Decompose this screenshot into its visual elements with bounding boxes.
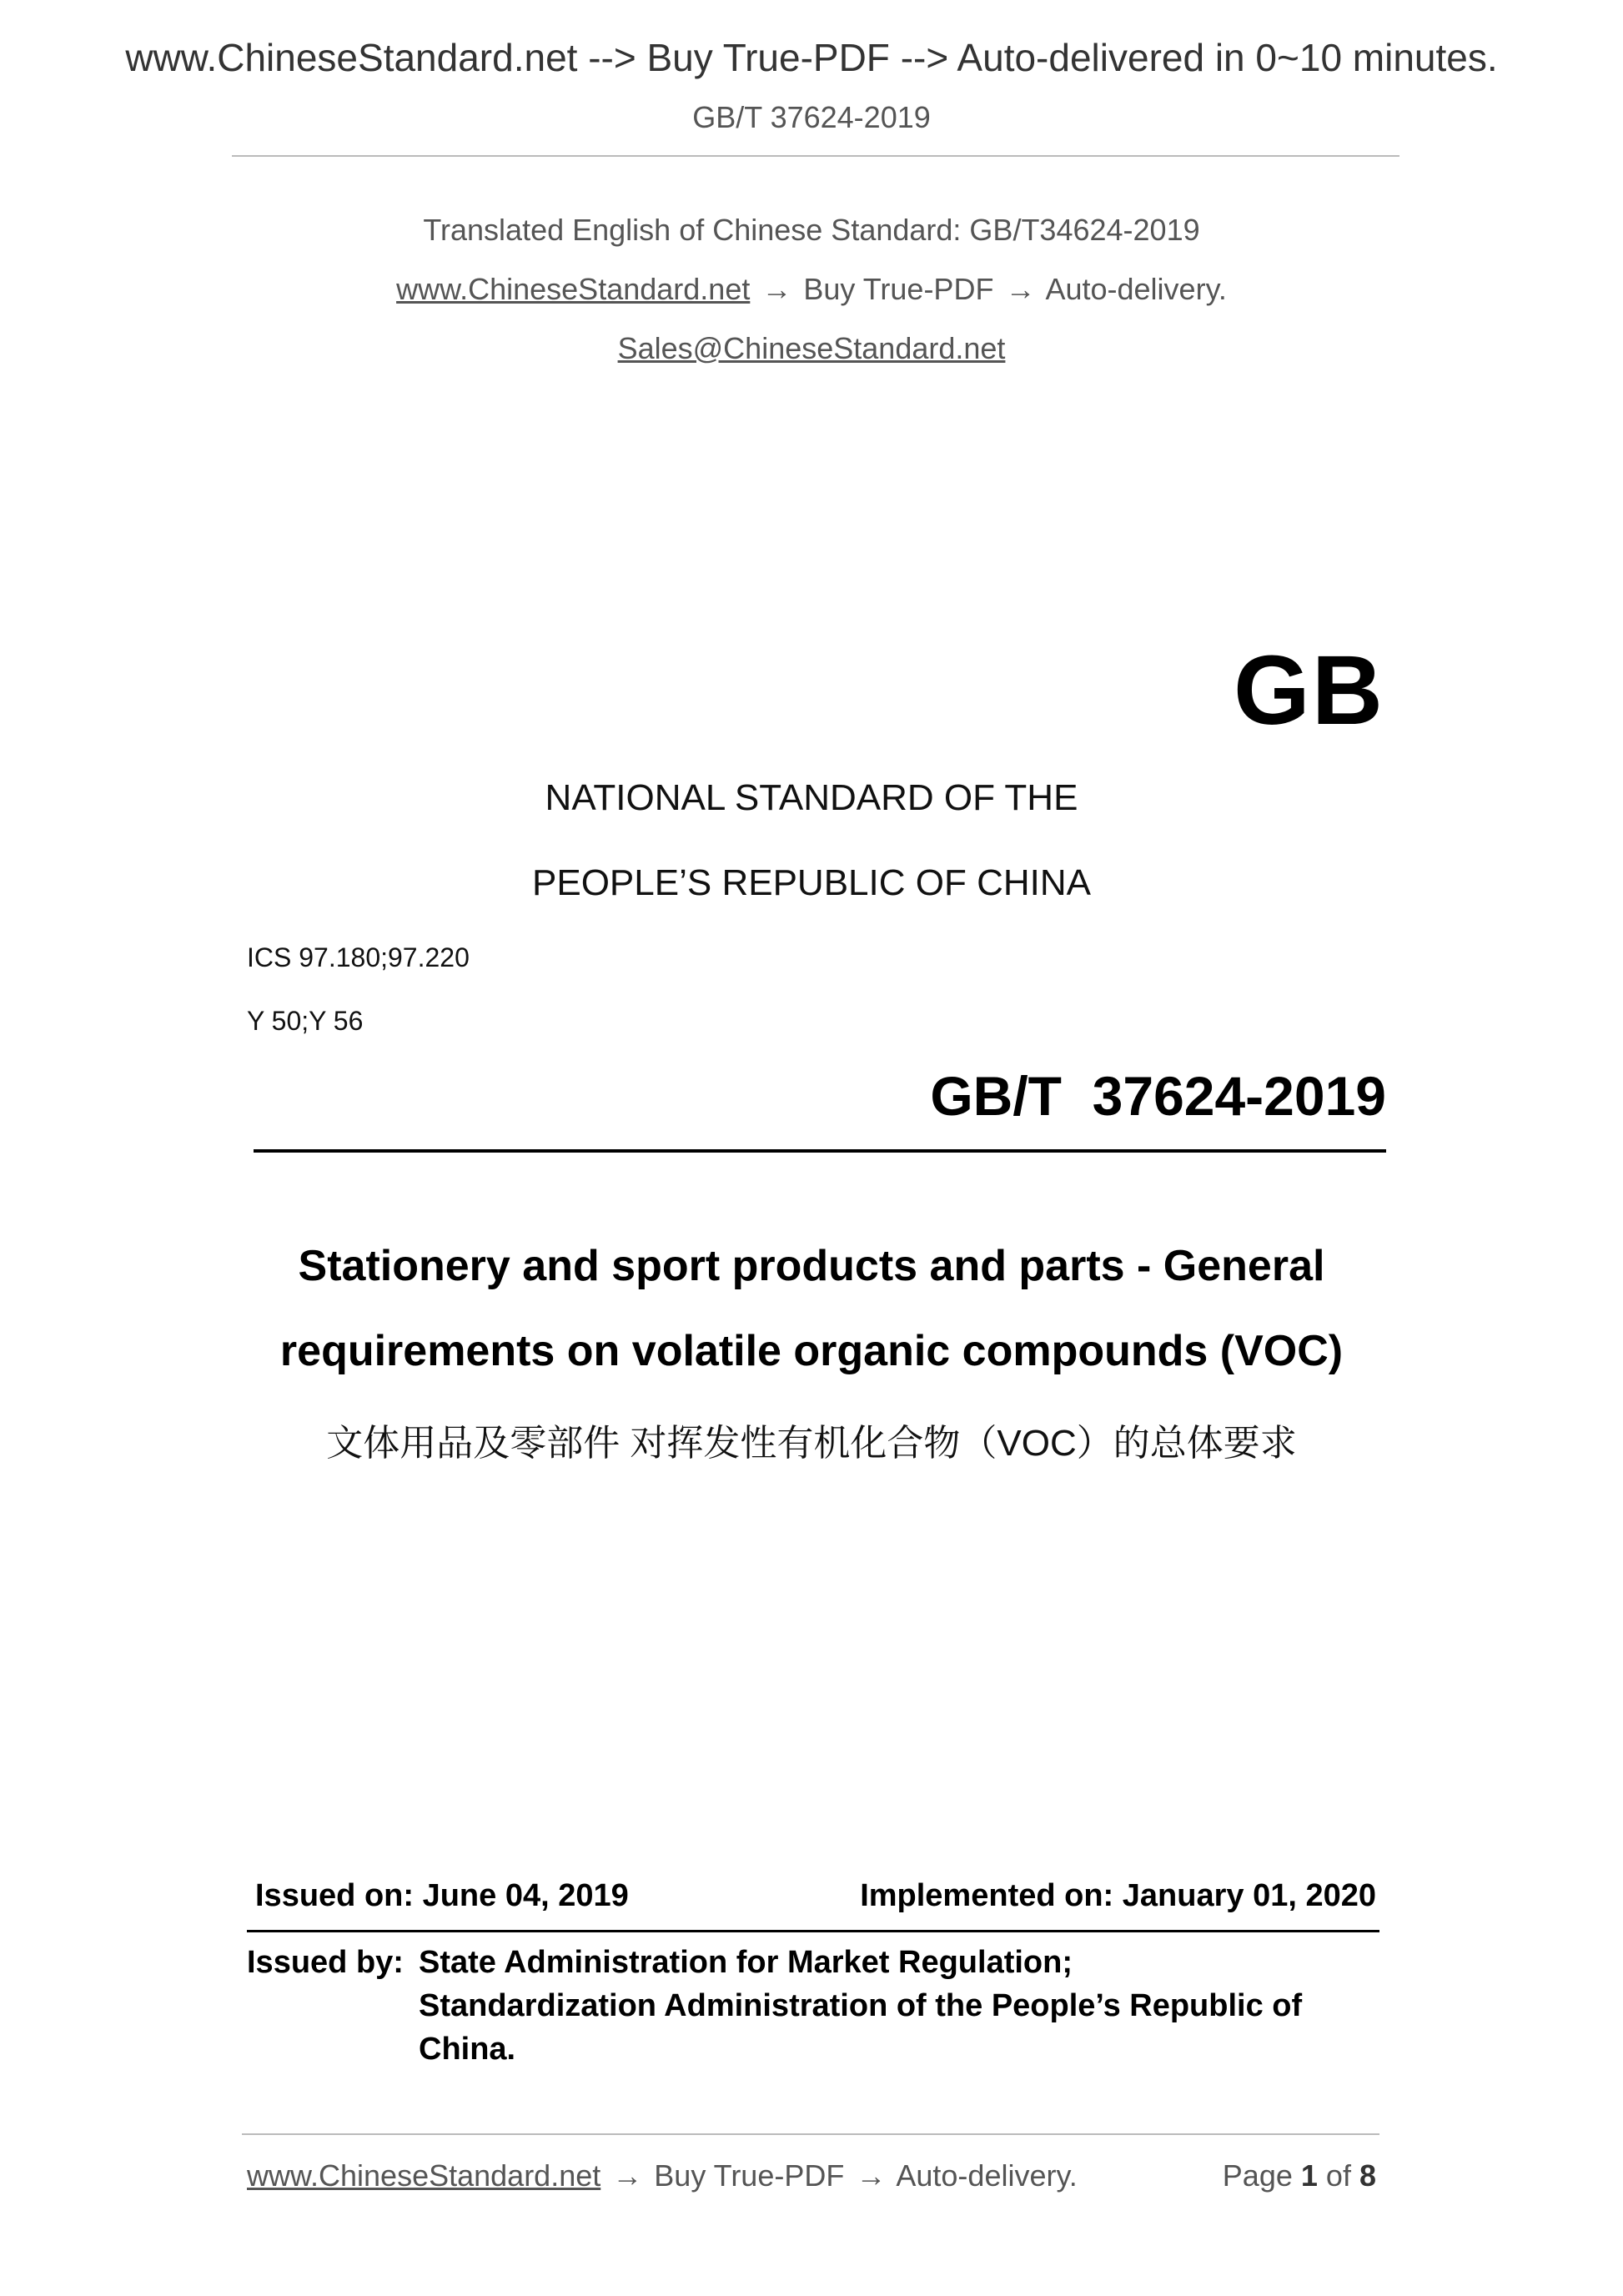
buy-text: Buy True-PDF: [803, 272, 994, 306]
title-chinese: 文体用品及零部件 对挥发性有机化合物（VOC）的总体要求: [326, 1423, 1297, 1464]
delivery-text: Auto-delivery.: [1045, 272, 1227, 306]
ccs-code: Y 50;Y 56: [247, 1006, 364, 1036]
title-english-line2: requirements on volatile organic compounds (VOC): [279, 1327, 1344, 1375]
footer-delivery-text: Auto-delivery.: [896, 2158, 1078, 2193]
national-standard-line1: NATIONAL STANDARD OF THE: [545, 777, 1078, 818]
standard-number: GB/T 37624-2019: [930, 1065, 1386, 1127]
page-total: 8: [1359, 2158, 1376, 2193]
page-label: Page: [1222, 2158, 1293, 2193]
standard-number-divider: [254, 1149, 1386, 1153]
implemented-on-date: Implemented on: January 01, 2020: [860, 1878, 1376, 1913]
gb-logo: GB: [1234, 636, 1384, 746]
site-link[interactable]: www.ChineseStandard.net: [396, 272, 751, 306]
page-indicator: [1223, 2158, 1376, 2193]
footer-divider: [242, 2133, 1379, 2135]
national-standard-line2: PEOPLE’S REPUBLIC OF CHINA: [532, 862, 1091, 903]
arrow-right-icon: →: [761, 272, 792, 306]
issued-on-date: Issued on: June 04, 2019: [255, 1878, 629, 1913]
footer-site-link[interactable]: www.ChineseStandard.net: [247, 2158, 601, 2193]
arrow-right-icon: →: [856, 2158, 887, 2193]
footer-buy-text: Buy True-PDF: [654, 2158, 845, 2193]
title-english-line1: Stationery and sport products and parts - General: [298, 1242, 1325, 1290]
arrow-right-icon: →: [1005, 272, 1036, 306]
page-of: of: [1325, 2158, 1351, 2193]
translated-notice: Translated English of Chinese Standard: GB/T34624-2019: [423, 213, 1200, 247]
top-banner: www.ChineseStandard.net --> Buy True-PDF --> Auto-delivered in 0~10 minutes.: [125, 36, 1498, 79]
issuer-line1: State Administration for Market Regulation;: [419, 1945, 1073, 1980]
sales-email-link[interactable]: Sales@ChineseStandard.net: [617, 331, 1006, 365]
ics-code: ICS 97.180;97.220: [247, 942, 470, 972]
page-current: 1: [1300, 2158, 1318, 2193]
issuer-line2: Standardization Administration of the People’s Republic of: [419, 1988, 1303, 2023]
issue-divider: [247, 1930, 1379, 1932]
footer-delivery-line: [247, 2158, 1078, 2193]
sales-line: [0, 331, 1623, 366]
issuer-line3: China.: [419, 2032, 516, 2067]
header-divider: [232, 155, 1399, 157]
header-doc-code: GB/T 37624-2019: [692, 100, 931, 134]
arrow-right-icon: →: [612, 2158, 643, 2193]
delivery-line: [0, 272, 1623, 307]
issued-by-label: Issued by:: [247, 1945, 404, 1980]
